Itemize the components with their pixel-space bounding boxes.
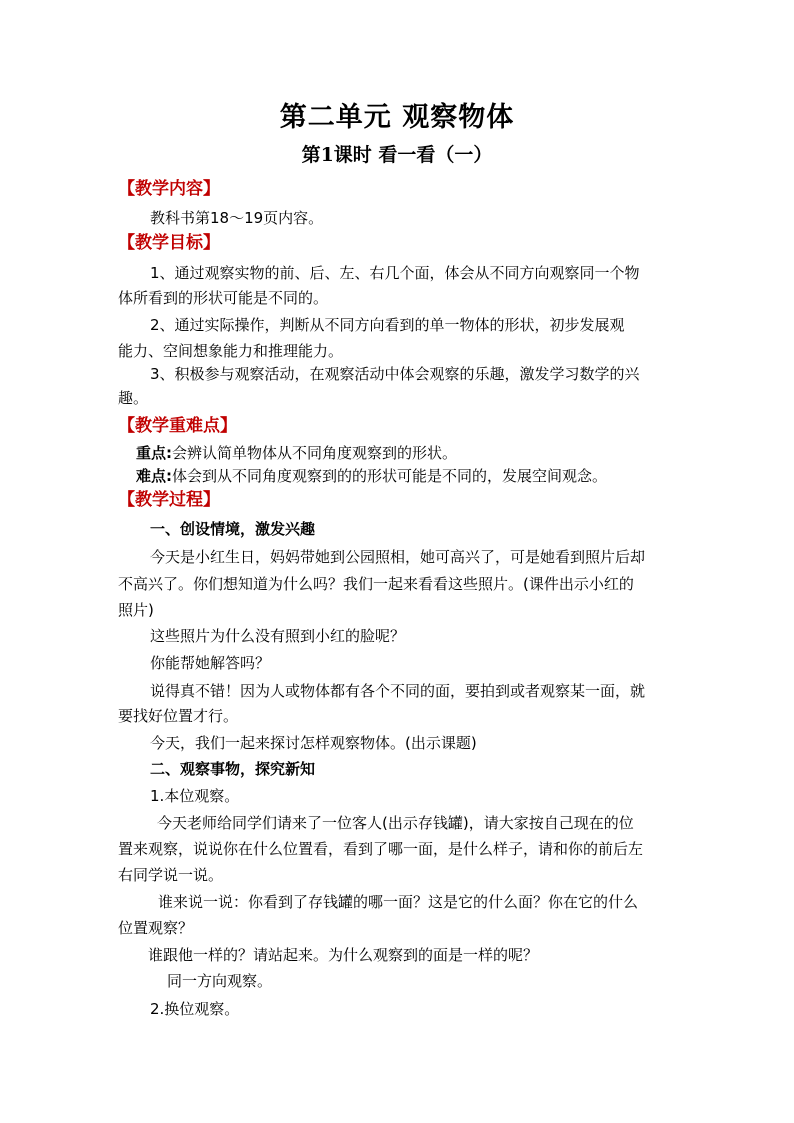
process-line: 你能帮她解答吗？ xyxy=(150,654,271,672)
section-heading-goals: 【教学目标】 xyxy=(118,233,220,253)
process-line: 这些照片为什么没有照到小红的脸呢？ xyxy=(150,627,406,645)
process-line: 不高兴了。你们想知道为什么吗？我们一起来看看这些照片。(课件出示小红的 xyxy=(118,575,634,593)
section-heading-content: 【教学内容】 xyxy=(118,179,220,199)
process-line: 2.换位观察。 xyxy=(150,1000,240,1018)
key-text: 会辨认简单物体从不同角度观察到的形状。 xyxy=(172,444,458,462)
goal-line: 趣。 xyxy=(118,389,149,407)
process-line: 谁跟他一样的？请站起来。为什么观察到的面是一样的呢？ xyxy=(148,946,539,964)
key-label: 重点: xyxy=(136,444,172,462)
process-line: 置来观察，说说你在什么位置看，看到了哪一面，是什么样子，请和你的前后左 xyxy=(118,840,644,858)
difficult-label: 难点: xyxy=(136,467,172,485)
goal-line: 能力、空间想象能力和推理能力。 xyxy=(118,342,344,360)
unit-title: 第二单元 观察物体 xyxy=(279,102,515,133)
process-line: 右同学说一说。 xyxy=(118,866,224,884)
difficult-point-line xyxy=(136,465,607,487)
goal-line: 2、通过实际操作，判断从不同方向看到的单一物体的形状，初步发展观 xyxy=(150,316,625,334)
process-line: 照片) xyxy=(118,601,154,619)
section-heading-process: 【教学过程】 xyxy=(118,490,220,510)
lesson-subtitle: 第1课时 看一看（一） xyxy=(301,144,493,166)
section-heading-key-points: 【教学重难点】 xyxy=(118,416,237,436)
process-line: 说得真不错！因为人或物体都有各个不同的面，要拍到或者观察某一面，就 xyxy=(150,682,646,700)
content-text: 教科书第18～19页内容。 xyxy=(150,209,324,227)
process-line: 谁来说一说：你看到了存钱罐的哪一面？这是它的什么面？你在它的什么 xyxy=(158,893,639,911)
goal-line: 体所看到的形状可能是不同的。 xyxy=(118,289,329,307)
process-line: 要找好位置才行。 xyxy=(118,707,239,725)
key-point-line xyxy=(136,442,457,464)
goal-line: 3、积极参与观察活动，在观察活动中体会观察的乐趣，激发学习数学的兴 xyxy=(150,365,640,383)
process-line: 同一方向观察。 xyxy=(167,972,273,990)
process-line: 今天是小红生日，妈妈带她到公园照相，她可高兴了，可是她看到照片后却 xyxy=(150,548,646,566)
process-line: 位置观察？ xyxy=(118,919,194,937)
process-step2-title: 二、观察事物，探究新知 xyxy=(150,760,316,778)
difficult-text: 体会到从不同角度观察到的的形状可能是不同的，发展空间观念。 xyxy=(172,467,608,485)
goal-line: 1、通过观察实物的前、后、左、右几个面，体会从不同方向观察同一个物 xyxy=(150,264,640,282)
process-step1-title: 一、创设情境，激发兴趣 xyxy=(150,520,316,538)
process-line: 今天老师给同学们请来了一位客人(出示存钱罐)，请大家按自己现在的位 xyxy=(157,814,634,832)
process-line: 1.本位观察。 xyxy=(150,787,240,805)
process-line: 今天，我们一起来探讨怎样观察物体。(出示课题) xyxy=(150,734,477,752)
